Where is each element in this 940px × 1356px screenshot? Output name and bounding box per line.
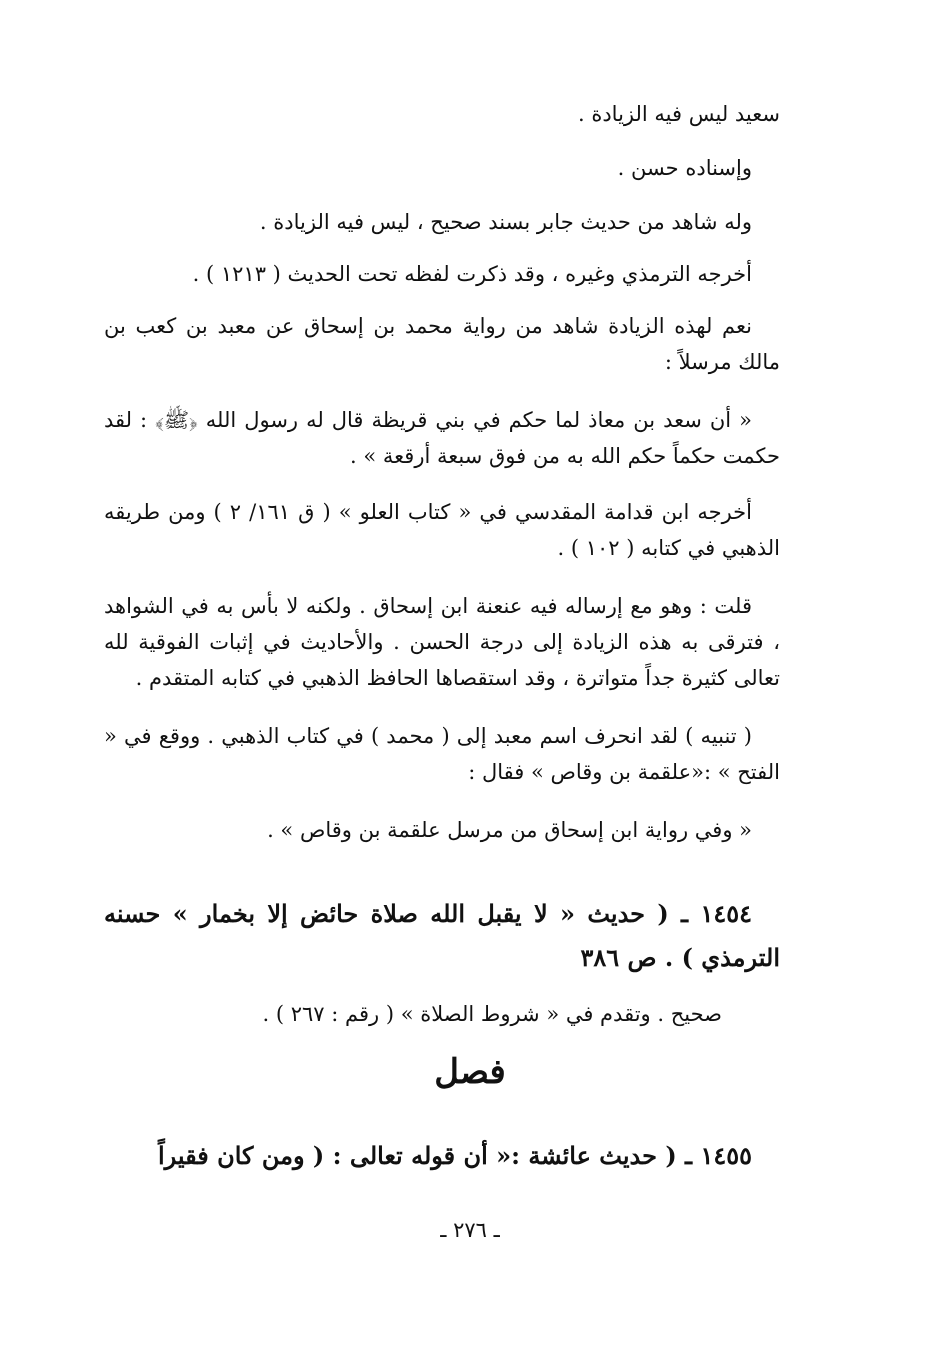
text-line-3: وله شاهد من حديث جابر بسند صحيح ، ليس فيه الزيادة .	[259, 210, 752, 234]
text-line-4: أخرجه الترمذي وغيره ، وقد ذكرت لفظه تحت الحديث ( ١٢١٣ ) .	[192, 262, 752, 286]
hadith-1454-header: ١٤٥٤ ـ ( حديث « لا يقبل الله صلاة حائض إلا بخمار » حسنه الترمذي ) . ص ٣٨٦	[104, 899, 780, 972]
paragraph-quote-saad: « أن سعد بن معاذ لما حكم في بني قريظة قال له رسول الله ﴿ﷺ﴾ : لقد حكمت حكماً حكم الله به من فوق سبعة أرقعة » .	[104, 408, 780, 468]
paragraph-quote-alqama: « وفي رواية ابن إسحاق من مرسل علقمة بن وقاص » .	[267, 818, 752, 842]
section-heading: فصل	[434, 1052, 506, 1092]
paragraph-witness: نعم لهذه الزيادة شاهد من رواية محمد بن إسحاق عن معبد بن كعب بن مالك مرسلاً :	[104, 314, 780, 374]
hadith-1455-header: ١٤٥٥ ـ ( حديث عائشة :« أن قوله تعالى : ( ومن كان فقيراً	[158, 1141, 752, 1170]
text-line-2: وإسناده حسن .	[617, 156, 752, 180]
paragraph-note: ( تنبيه ) لقد انحرف اسم معبد إلى ( محمد ) في كتاب الذهبي . ووقع في « الفتح » :«علقمة بن وقاص » فقال :	[104, 724, 780, 784]
hadith-1454-ruling: صحيح . وتقدم في « شروط الصلاة » ( رقم : ٢٦٧ ) .	[262, 1002, 722, 1026]
page-number: ـ ٢٧٦ ـ	[440, 1218, 500, 1242]
paragraph-comment: قلت : وهو مع إرساله فيه عنعنة ابن إسحاق . ولكنه لا بأس به في الشواهد ، فترقى به هذه الزيادة إلى درجة الحسن . والأحاديث في إثبات الفوقية لله تعالى كثيرة جداً متواترة ، وقد استقصاها الحافظ الذهبي في كتابه المتقدم .	[104, 594, 780, 690]
paragraph-ibn-qudama: أخرجه ابن قدامة المقدسي في « كتاب العلو » ( ق ١٦١/ ٢ ) ومن طريقه الذهبي في كتابه ( ١٠٢ ) .	[104, 500, 780, 560]
text-line-1: سعيد ليس فيه الزيادة .	[577, 102, 780, 126]
